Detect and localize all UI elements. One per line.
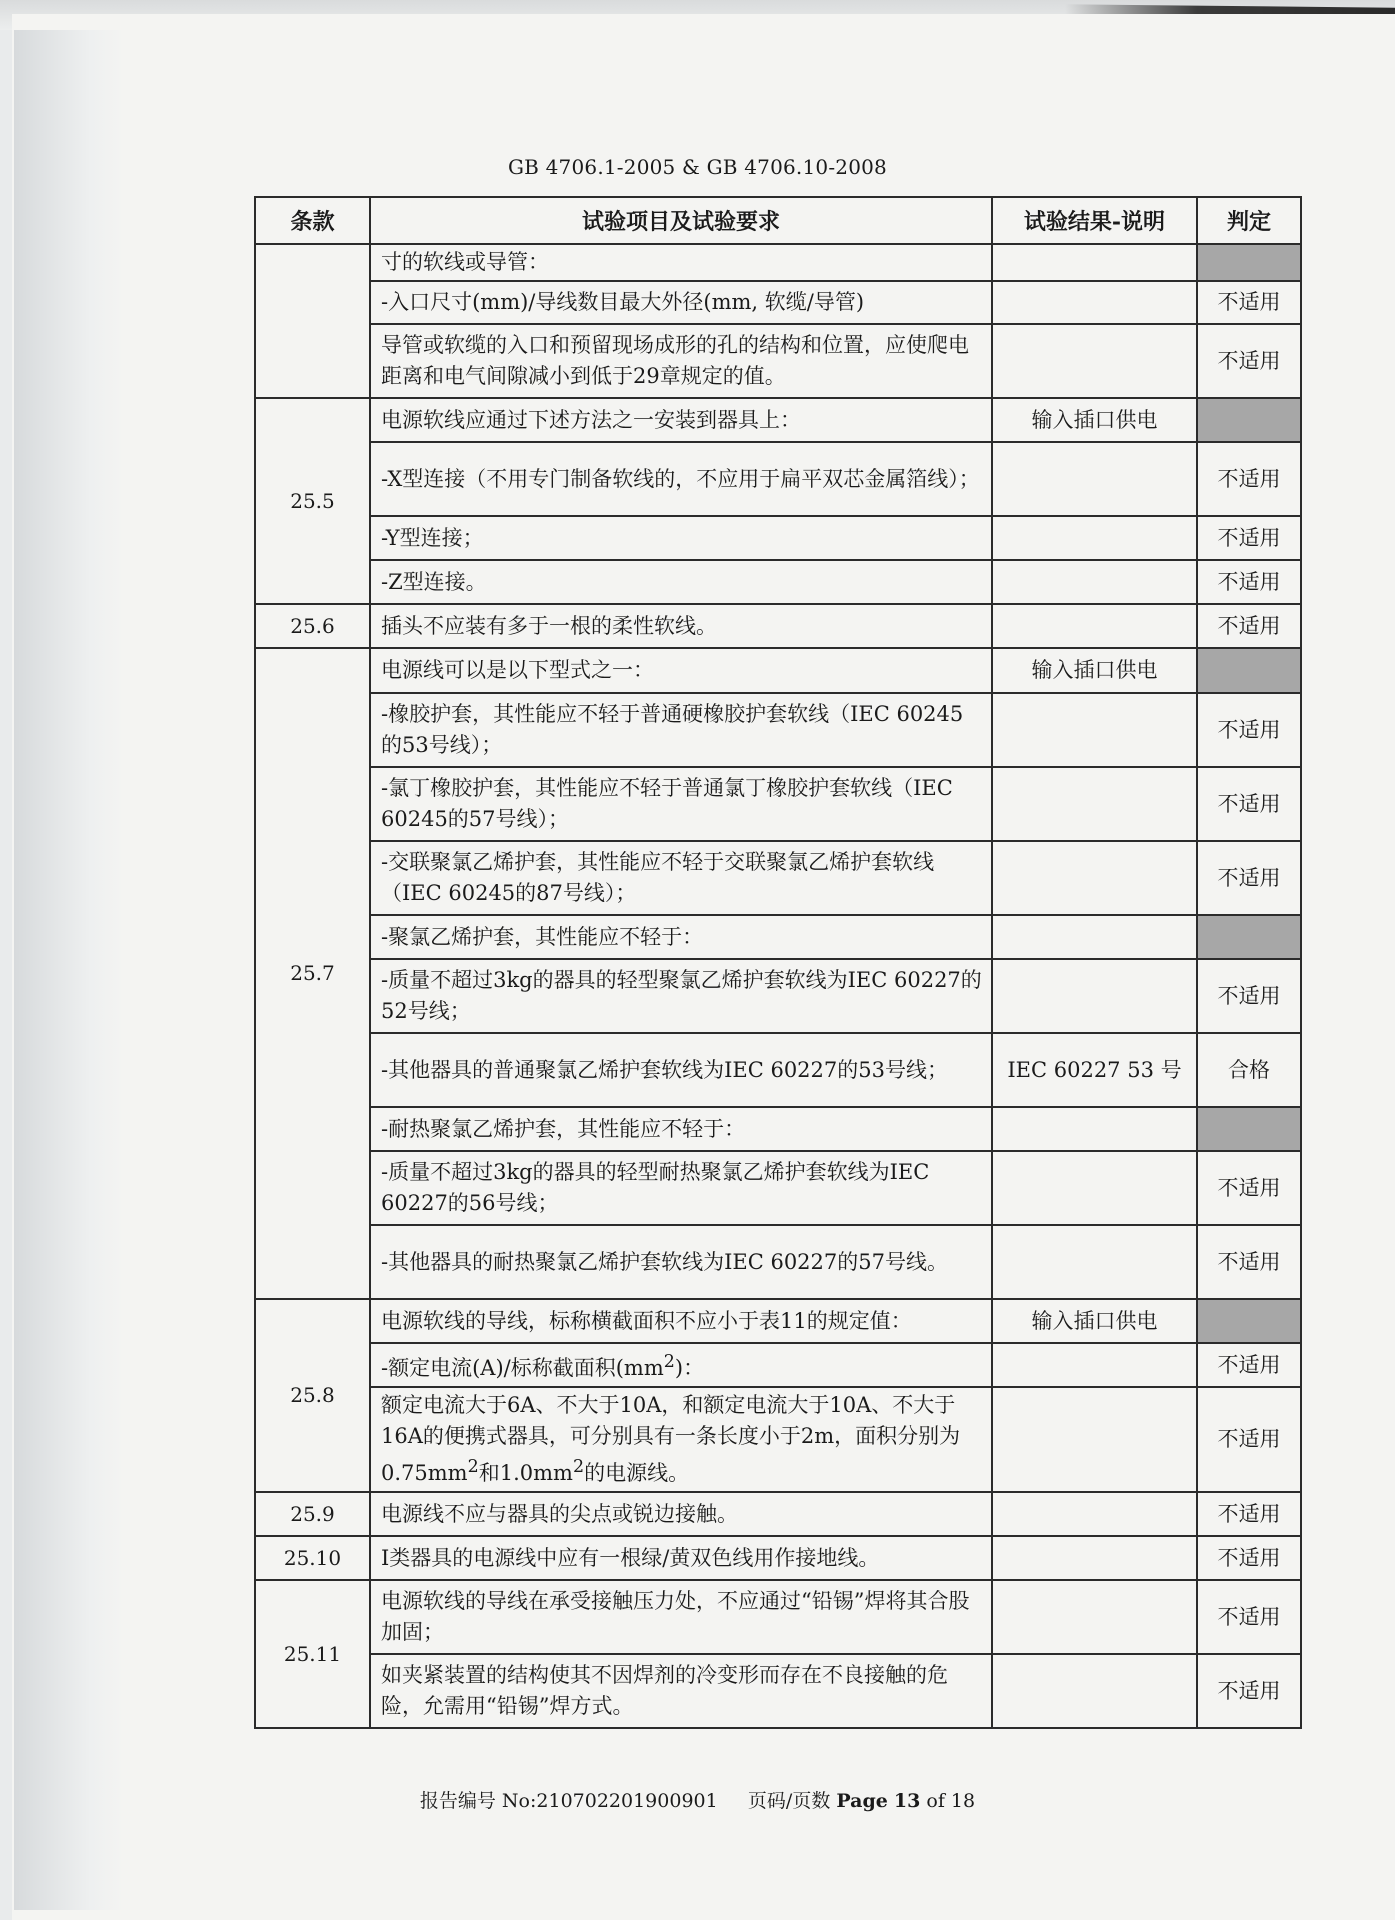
table-row	[255, 915, 1301, 959]
clause-cell: 25.10	[255, 1536, 370, 1580]
verdict-cell: 不适用	[1197, 1343, 1301, 1387]
clause-cell: 25.9	[255, 1492, 370, 1536]
result-cell	[992, 767, 1197, 841]
result-cell	[992, 1107, 1197, 1151]
table-row	[255, 767, 1301, 841]
verdict-cell: 不适用	[1197, 1654, 1301, 1728]
verdict-cell	[1197, 244, 1301, 281]
requirement-cell: -质量不超过3kg的器具的轻型耐热聚氯乙烯护套软线为IEC 60227的56号线；	[370, 1151, 992, 1225]
requirement-cell: 电源线不应与器具的尖点或锐边接触。	[370, 1492, 992, 1536]
column-header-verdict: 判定	[1197, 197, 1301, 244]
verdict-cell: 不适用	[1197, 693, 1301, 767]
result-cell	[992, 1536, 1197, 1580]
clause-cell: 25.5	[255, 398, 370, 604]
result-cell	[992, 1343, 1197, 1387]
standard-header: GB 4706.1-2005 & GB 4706.10-2008	[508, 155, 887, 179]
verdict-cell: 不适用	[1197, 1580, 1301, 1654]
superscript-2: 2	[663, 1351, 675, 1372]
requirement-cell: -聚氯乙烯护套，其性能应不轻于：	[370, 915, 992, 959]
table-row	[255, 281, 1301, 324]
table-row	[255, 648, 1301, 693]
table-row	[255, 1151, 1301, 1225]
result-cell	[992, 1225, 1197, 1299]
table-row	[255, 1492, 1301, 1536]
table-row	[255, 959, 1301, 1033]
table-row	[255, 516, 1301, 560]
verdict-cell: 不适用	[1197, 604, 1301, 648]
requirement-cell: -Z型连接。	[370, 560, 992, 604]
test-table	[254, 196, 1302, 1729]
result-cell	[992, 560, 1197, 604]
table-row	[255, 1299, 1301, 1343]
result-cell	[992, 1151, 1197, 1225]
verdict-cell: 不适用	[1197, 1536, 1301, 1580]
page-current: 13	[893, 1790, 921, 1812]
verdict-cell: 不适用	[1197, 281, 1301, 324]
result-cell	[992, 693, 1197, 767]
result-cell	[992, 1492, 1197, 1536]
result-cell	[992, 1654, 1197, 1728]
result-cell	[992, 1580, 1197, 1654]
report-number-label: 报告编号 No:	[419, 1790, 537, 1812]
page-footer	[0, 1786, 1395, 1813]
verdict-cell: 不适用	[1197, 516, 1301, 560]
requirement-cell: 导管或软缆的入口和预留现场成形的孔的结构和位置，应使爬电距离和电气间隙减小到低于29章规定的值。	[370, 324, 992, 398]
page-label: 页码/页数	[747, 1790, 831, 1812]
result-cell	[992, 604, 1197, 648]
clause-cell: 25.7	[255, 648, 370, 1299]
requirement-cell	[370, 1343, 992, 1387]
table-row	[255, 1536, 1301, 1580]
result-cell: 输入插口供电	[992, 398, 1197, 442]
superscript-2: 2	[467, 1457, 479, 1477]
binding-shadow	[14, 30, 124, 1910]
of-word: of	[926, 1790, 945, 1812]
table-row	[255, 1107, 1301, 1151]
table-row	[255, 693, 1301, 767]
table-row	[255, 1580, 1301, 1654]
requirement-cell: 电源软线的导线在承受接触压力处，不应通过“铅锡”焊将其合股加固；	[370, 1580, 992, 1654]
requirement-cell: 寸的软线或导管：	[370, 244, 992, 281]
requirement-cell	[370, 1387, 992, 1492]
result-cell	[992, 324, 1197, 398]
requirement-cell: 电源软线应通过下述方法之一安装到器具上：	[370, 398, 992, 442]
verdict-cell: 不适用	[1197, 841, 1301, 915]
column-header-clause: 条款	[255, 197, 370, 244]
table-row	[255, 1654, 1301, 1728]
requirement-cell: -交联聚氯乙烯护套，其性能应不轻于交联聚氯乙烯护套软线（IEC 60245的87号线）；	[370, 841, 992, 915]
result-cell	[992, 281, 1197, 324]
column-header-requirement: 试验项目及试验要求	[370, 197, 992, 244]
table-row	[255, 604, 1301, 648]
requirement-cell: 电源线可以是以下型式之一：	[370, 648, 992, 693]
requirement-cell: -其他器具的普通聚氯乙烯护套软线为IEC 60227的53号线；	[370, 1033, 992, 1107]
verdict-cell: 合格	[1197, 1033, 1301, 1107]
requirement-cell: -其他器具的耐热聚氯乙烯护套软线为IEC 60227的57号线。	[370, 1225, 992, 1299]
table-row	[255, 841, 1301, 915]
requirement-cell: 电源软线的导线，标称横截面积不应小于表11的规定值：	[370, 1299, 992, 1343]
table-row	[255, 398, 1301, 442]
result-cell	[992, 442, 1197, 516]
result-cell: IEC 60227 53 号	[992, 1033, 1197, 1107]
column-header-result: 试验结果-说明	[992, 197, 1197, 244]
requirement-text: 额定电流大于6A、不大于10A，和额定电流大于10A、不大于16A的便携式器具，可分别具有一条长度小于2m，面积分别为0.75mm	[381, 1393, 961, 1485]
clause-cell: 25.11	[255, 1580, 370, 1728]
clause-cell: 25.8	[255, 1299, 370, 1492]
requirement-text: -额定电流(A)/标称截面积(mm	[381, 1355, 664, 1380]
verdict-cell: 不适用	[1197, 1225, 1301, 1299]
table-row	[255, 1225, 1301, 1299]
verdict-cell	[1197, 648, 1301, 693]
verdict-cell: 不适用	[1197, 324, 1301, 398]
requirement-cell: -质量不超过3kg的器具的轻型聚氯乙烯护套软线为IEC 60227的52号线；	[370, 959, 992, 1033]
table-row	[255, 324, 1301, 398]
result-cell	[992, 1387, 1197, 1492]
verdict-cell: 不适用	[1197, 1151, 1301, 1225]
verdict-cell	[1197, 1299, 1301, 1343]
page-word: Page	[836, 1790, 888, 1812]
table-row	[255, 560, 1301, 604]
requirement-cell: -耐热聚氯乙烯护套，其性能应不轻于：	[370, 1107, 992, 1151]
table-row	[255, 1387, 1301, 1492]
requirement-cell: -入口尺寸(mm)/导线数目最大外径(mm, 软缆/导管)	[370, 281, 992, 324]
result-cell	[992, 959, 1197, 1033]
page-total: 18	[950, 1790, 976, 1812]
result-cell: 输入插口供电	[992, 648, 1197, 693]
table-row	[255, 1343, 1301, 1387]
requirement-cell: -橡胶护套，其性能应不轻于普通硬橡胶护套软线（IEC 60245的53号线）；	[370, 693, 992, 767]
verdict-cell	[1197, 398, 1301, 442]
requirement-cell: -Y型连接；	[370, 516, 992, 560]
verdict-cell: 不适用	[1197, 442, 1301, 516]
verdict-cell: 不适用	[1197, 560, 1301, 604]
table-row	[255, 442, 1301, 516]
requirement-text: 的电源线。	[584, 1461, 690, 1485]
clause-cell: 25.6	[255, 604, 370, 648]
requirement-cell: -X型连接（不用专门制备软线的，不应用于扁平双芯金属箔线）；	[370, 442, 992, 516]
requirement-cell: 如夹紧装置的结构使其不因焊剂的冷变形而存在不良接触的危险，允需用“铅锡”焊方式。	[370, 1654, 992, 1728]
verdict-cell: 不适用	[1197, 1387, 1301, 1492]
result-cell	[992, 244, 1197, 281]
requirement-cell: 插头不应装有多于一根的柔性软线。	[370, 604, 992, 648]
result-cell	[992, 516, 1197, 560]
verdict-cell: 不适用	[1197, 959, 1301, 1033]
table-header-row	[255, 197, 1301, 244]
requirement-text: )：	[674, 1355, 705, 1380]
requirement-text: 和1.0mm	[478, 1461, 573, 1485]
superscript-2: 2	[572, 1457, 585, 1477]
requirement-cell: -氯丁橡胶护套，其性能应不轻于普通氯丁橡胶护套软线（IEC 60245的57号线）；	[370, 767, 992, 841]
requirement-cell: Ⅰ类器具的电源线中应有一根绿/黄双色线用作接地线。	[370, 1536, 992, 1580]
report-number: 210702201900901	[536, 1790, 718, 1812]
verdict-cell	[1197, 1107, 1301, 1151]
clause-cell	[255, 244, 370, 398]
verdict-cell	[1197, 915, 1301, 959]
table-row	[255, 1033, 1301, 1107]
result-cell	[992, 915, 1197, 959]
verdict-cell: 不适用	[1197, 767, 1301, 841]
result-cell	[992, 841, 1197, 915]
table-row	[255, 244, 1301, 281]
verdict-cell: 不适用	[1197, 1492, 1301, 1536]
result-cell: 输入插口供电	[992, 1299, 1197, 1343]
